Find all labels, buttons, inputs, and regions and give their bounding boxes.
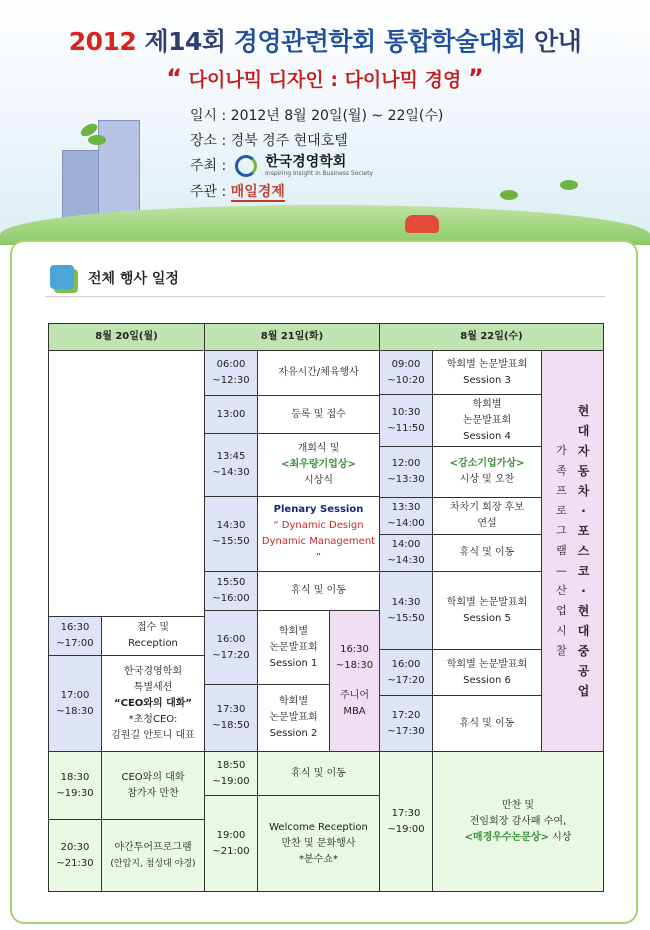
cube-icon bbox=[50, 265, 74, 289]
family-program-cell: 가족프로그램—산업시찰 현대자동차·포스코·현대중공업 bbox=[541, 350, 604, 752]
section-title: 전체 행사 일정 bbox=[88, 271, 179, 287]
time-cell: 09:00 ~10:20 bbox=[379, 350, 433, 395]
junior-mba-cell: 16:30 ~18:30 주니어 MBA bbox=[329, 610, 380, 752]
time-cell: 12:00 ~13:30 bbox=[379, 446, 433, 498]
time-cell: 13:45 ~14:30 bbox=[204, 433, 258, 497]
leaf-decoration bbox=[88, 135, 106, 145]
car-illustration bbox=[405, 215, 439, 233]
event-host: 주최 : 한국경영학회 Inspiring Insight in Business Society bbox=[190, 154, 373, 177]
time-cell: 18:50 ~19:00 bbox=[204, 751, 258, 796]
time-cell: 19:00 ~21:00 bbox=[204, 795, 258, 892]
time-cell: 16:00 ~17:20 bbox=[204, 610, 258, 685]
event-cell: 만찬 및 전임회장 감사패 수여, <매경우수논문상> 시상 bbox=[432, 751, 604, 892]
time-cell: 16:00 ~17:20 bbox=[379, 649, 433, 696]
event-cell: 학회별 논문발표회 Session 6 bbox=[432, 649, 542, 696]
day2-header: 8월 21일(화) bbox=[204, 323, 380, 351]
time-cell: 17:30 ~18:50 bbox=[204, 684, 258, 752]
event-cell: CEO와의 대화 참가자 만찬 bbox=[101, 751, 205, 820]
event-cell: 자유시간/체육행사 bbox=[257, 350, 380, 396]
event-cell: 한국경영학회 특별세션 “CEO와의 대화” *초청CEO: 김원길 안토니 대표 bbox=[101, 655, 205, 752]
host-logo: 한국경영학회 Inspiring Insight in Business Society bbox=[265, 154, 373, 177]
page-title: 2012 제14회 경영관련학회 통합학술대회 안내 bbox=[68, 27, 582, 56]
event-cell: 휴식 및 이동 bbox=[257, 751, 380, 796]
event-cell: 학회별 논문발표회 Session 3 bbox=[432, 350, 542, 395]
event-cell: Welcome Reception 만찬 및 문화행사 *분수쇼* bbox=[257, 795, 380, 892]
event-cell: 휴식 및 이동 bbox=[257, 571, 380, 611]
event-cell: 차차기 회장 후보 연설 bbox=[432, 497, 542, 535]
kaba-logo-icon bbox=[235, 155, 257, 177]
divider bbox=[45, 296, 605, 297]
leaf-decoration bbox=[500, 190, 518, 200]
day1-empty-cell bbox=[48, 350, 205, 617]
time-cell: 14:30 ~15:50 bbox=[379, 571, 433, 650]
event-date: 일시 : 2012년 8월 20일(월) ~ 22일(수) bbox=[190, 108, 444, 124]
event-place: 장소 : 경북 경주 현대호텔 bbox=[190, 133, 348, 149]
day3-header: 8월 22일(수) bbox=[379, 323, 604, 351]
page-subtitle: “ 다이나믹 디자인 : 다이나믹 경영 ” bbox=[166, 64, 484, 92]
event-cell: 학회별 논문발표회 Session 1 bbox=[257, 610, 330, 685]
time-cell: 15:50 ~16:00 bbox=[204, 571, 258, 611]
leaf-decoration bbox=[560, 180, 578, 190]
time-cell: 16:30 ~17:00 bbox=[48, 616, 102, 656]
event-cell: 야간투어프로그램 (안압지, 첨성대 야경) bbox=[101, 819, 205, 892]
time-cell: 14:30 ~15:50 bbox=[204, 496, 258, 572]
time-cell: 13:00 bbox=[204, 395, 258, 434]
time-cell: 13:30 ~14:00 bbox=[379, 497, 433, 535]
time-cell: 17:30 ~19:00 bbox=[379, 751, 433, 892]
day1-header: 8월 20일(월) bbox=[48, 323, 205, 351]
event-cell: 접수 및 Reception bbox=[101, 616, 205, 656]
event-cell: 학회별 논문발표회 Session 5 bbox=[432, 571, 542, 650]
time-cell: 06:00 ~12:30 bbox=[204, 350, 258, 396]
time-cell: 20:30 ~21:30 bbox=[48, 819, 102, 892]
event-organizer: 주관 : 매일경제 bbox=[190, 184, 285, 200]
event-cell: 휴식 및 이동 bbox=[432, 534, 542, 572]
time-cell: 10:30 ~11:50 bbox=[379, 394, 433, 447]
time-cell: 18:30 ~19:30 bbox=[48, 751, 102, 820]
event-cell: 학회별 논문발표회 Session 2 bbox=[257, 684, 330, 752]
event-cell: <강소기업가상> 시상 및 오찬 bbox=[432, 446, 542, 498]
event-cell: Plenary Session “ Dynamic Design Dynamic Management ” bbox=[257, 496, 380, 572]
event-cell: 개회식 및 <최우량기업상> 시상식 bbox=[257, 433, 380, 497]
event-cell: 등록 및 접수 bbox=[257, 395, 380, 434]
event-cell: 학회별 논문발표회 Session 4 bbox=[432, 394, 542, 447]
time-cell: 17:00 ~18:30 bbox=[48, 655, 102, 752]
event-cell: 휴식 및 이동 bbox=[432, 695, 542, 752]
header-banner bbox=[0, 0, 650, 245]
time-cell: 14:00 ~14:30 bbox=[379, 534, 433, 572]
time-cell: 17:20 ~17:30 bbox=[379, 695, 433, 752]
